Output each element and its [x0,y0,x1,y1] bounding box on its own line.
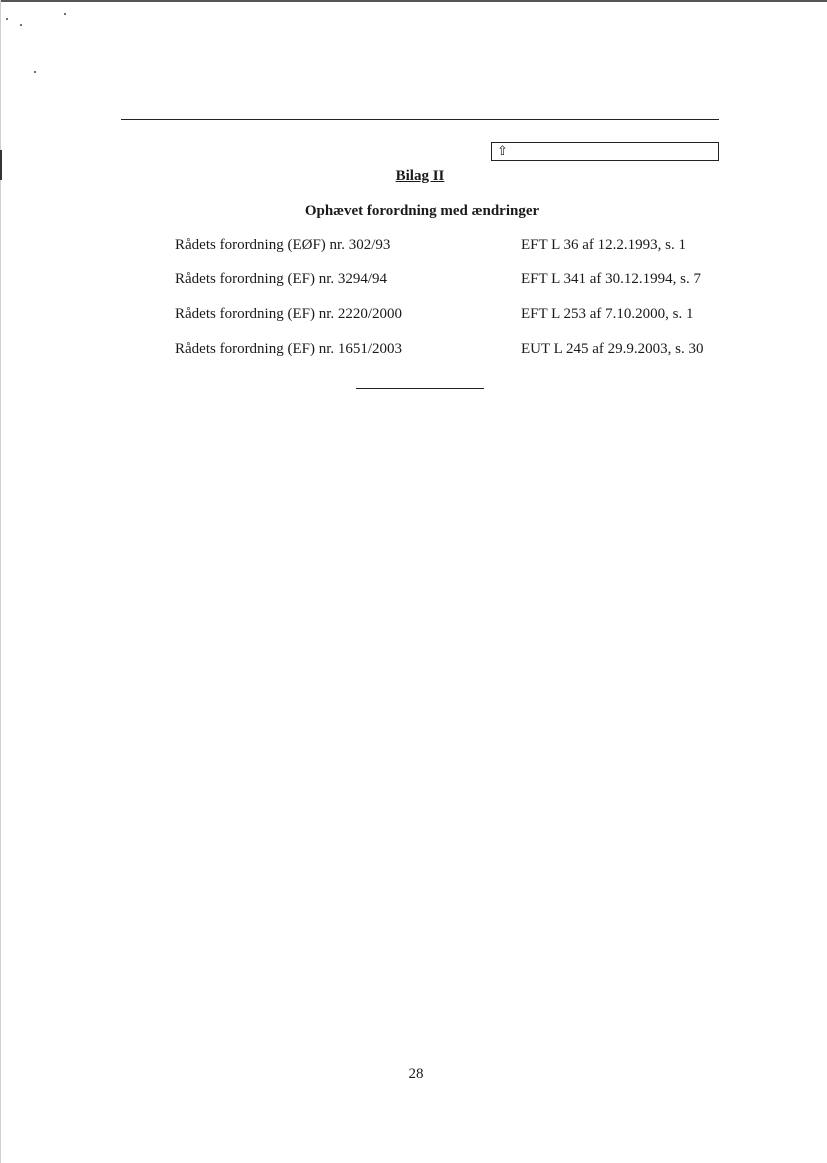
scan-speck [20,24,22,26]
regulation-name: Rådets forordning (EØF) nr. 302/93 [175,237,391,253]
regulation-row [0,268,827,290]
annex-title: Bilag II [395,168,445,184]
regulation-reference: EUT L 245 af 29.9.2003, s. 30 [521,341,704,357]
header-rule [121,119,719,120]
regulation-row [0,338,827,360]
regulation-name: Rådets forordning (EF) nr. 2220/2000 [175,306,403,322]
scan-speck [64,13,66,15]
annex-marker-box [491,142,719,161]
scan-speck [6,18,8,20]
scan-speck [34,71,36,73]
annex-subtitle: Ophævet forordning med ændringer [304,203,540,219]
regulation-row [0,234,827,256]
up-arrow-icon: ⇧ [497,144,508,159]
regulation-reference: EFT L 341 af 30.12.1994, s. 7 [521,271,701,287]
scan-edge-top [0,0,827,2]
regulation-name: Rådets forordning (EF) nr. 1651/2003 [175,341,403,357]
end-rule [356,388,484,389]
regulation-name: Rådets forordning (EF) nr. 3294/94 [175,271,388,287]
regulation-reference: EFT L 253 af 7.10.2000, s. 1 [521,306,694,322]
page-number: 28 [408,1066,424,1082]
regulation-reference: EFT L 36 af 12.2.1993, s. 1 [521,237,686,253]
regulation-row [0,303,827,325]
